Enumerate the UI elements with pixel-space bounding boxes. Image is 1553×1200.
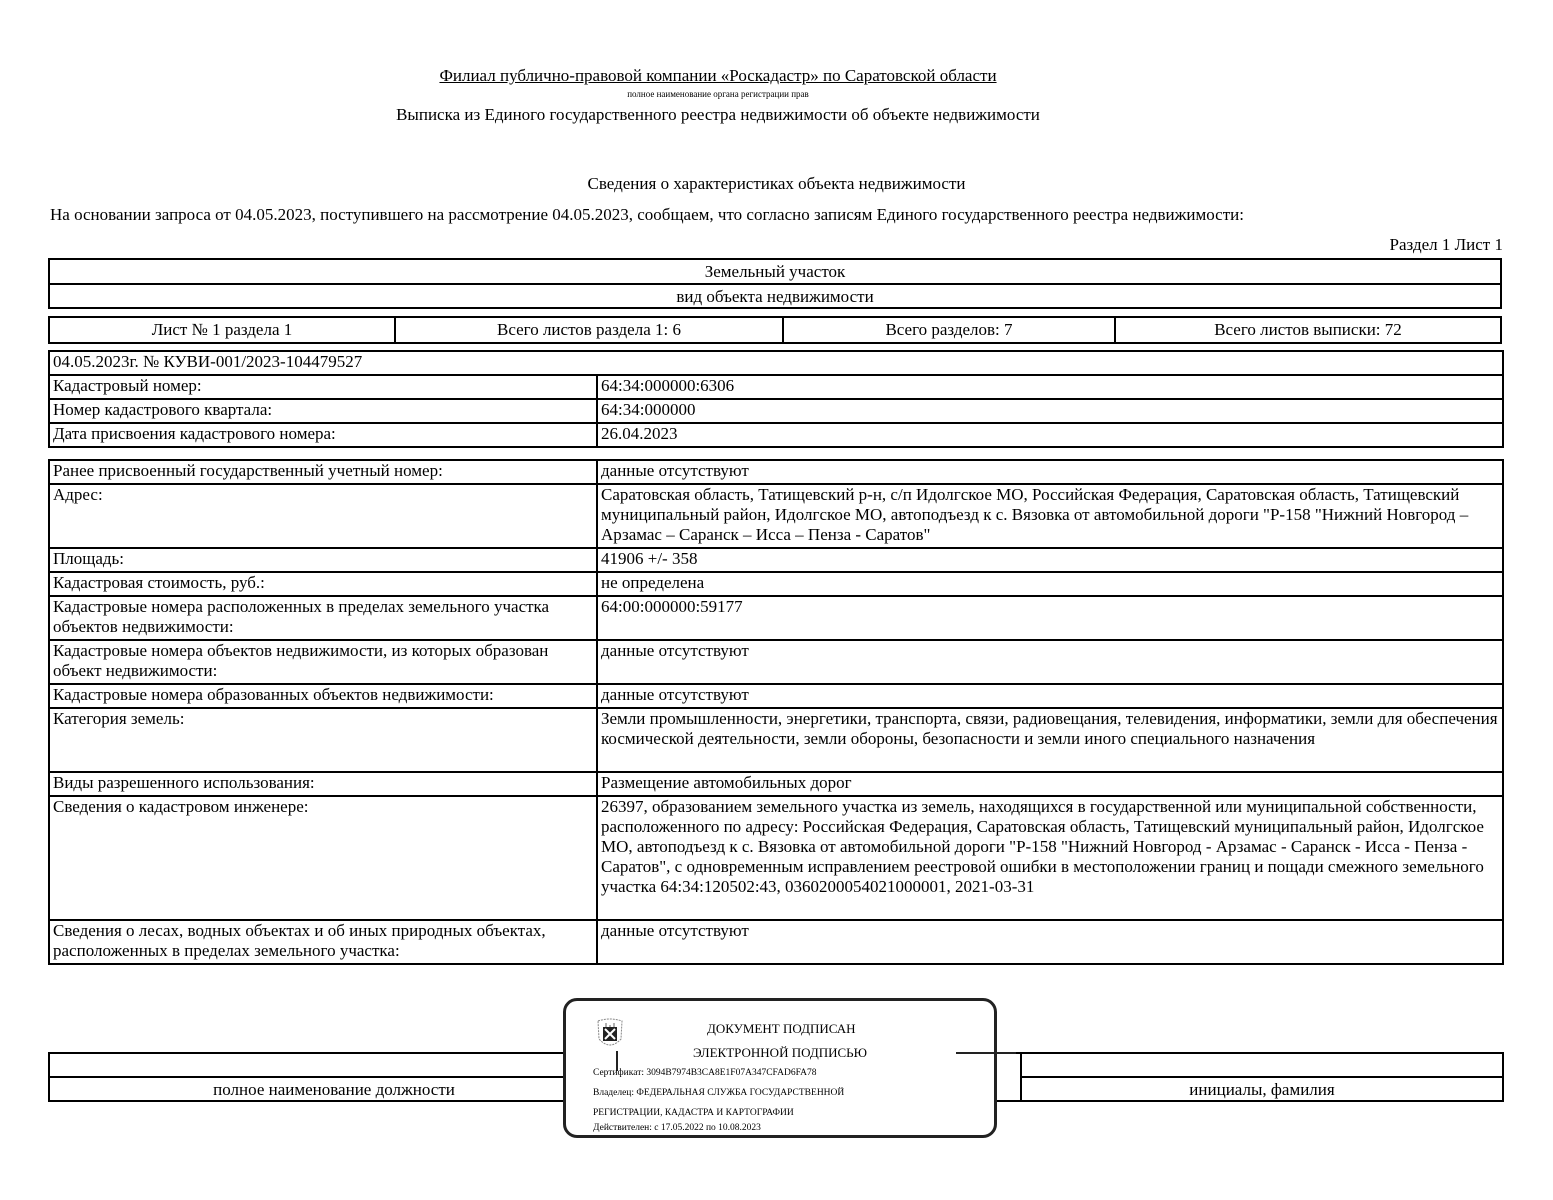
- table-row: [49, 375, 1503, 399]
- total-sheets-section: Всего листов раздела 1: 6: [394, 318, 782, 342]
- stamp-valid: Действителен: с 17.05.2022 по 10.08.2023: [593, 1123, 761, 1133]
- row-value: данные отсутствуют: [597, 460, 1503, 484]
- agency-caption: полное наименование органа регистрации прав: [627, 89, 809, 99]
- table-row: [49, 596, 1503, 640]
- row-label: Категория земель:: [49, 708, 597, 772]
- table-row: [49, 920, 1503, 964]
- table-row: [49, 708, 1503, 772]
- table-row: [49, 548, 1503, 572]
- row-value: 64:34:000000: [597, 399, 1503, 423]
- object-type-caption: вид объекта недвижимости: [50, 283, 1500, 308]
- row-label: Кадастровая стоимость, руб.:: [49, 572, 597, 596]
- table-row: [49, 423, 1503, 447]
- row-label: Ранее присвоенный государственный учетный номер:: [49, 460, 597, 484]
- row-label: Дата присвоения кадастрового номера:: [49, 423, 597, 447]
- sheet-number: Лист № 1 раздела 1: [151, 320, 293, 339]
- total-sheets: Всего листов выписки: 72: [1114, 318, 1500, 342]
- row-label: Кадастровые номера образованных объектов недвижимости:: [49, 684, 597, 708]
- row-value: Земли промышленности, энергетики, транспорта, связи, радиовещания, телевидения, информатики, земли для обеспечения космической деятельности, земли обороны, безопасности и земли иного специального назначения: [597, 708, 1503, 772]
- section-title: Сведения о характеристиках объекта недвижимости: [587, 174, 966, 193]
- row-label: Кадастровые номера расположенных в пределах земельного участка объектов недвижимости:: [49, 596, 597, 640]
- stamp-certificate: Сертификат: 3094B7974B3CA8E1F07A347CFAD6FA78: [593, 1068, 817, 1078]
- record-number: 04.05.2023г. № КУВИ-001/2023-104479527: [49, 351, 1503, 375]
- record-table: [48, 350, 1504, 448]
- row-value: 64:34:000000:6306: [597, 375, 1503, 399]
- table-row: [49, 460, 1503, 484]
- total-sections: Всего разделов: 7: [782, 318, 1114, 342]
- row-value: не определена: [597, 572, 1503, 596]
- row-label: Сведения о кадастровом инженере:: [49, 796, 597, 920]
- row-label: Адрес:: [49, 484, 597, 548]
- coat-of-arms-icon: [594, 1017, 626, 1053]
- object-type-box: [48, 258, 1502, 309]
- record-number-row: [49, 351, 1503, 375]
- details-table: [48, 459, 1504, 965]
- row-value: 64:00:000000:59177: [597, 596, 1503, 640]
- stamp-line1: ДОКУМЕНТ ПОДПИСАН: [707, 1021, 856, 1036]
- table-row: [49, 484, 1503, 548]
- stamp-line-right: [956, 1052, 1016, 1054]
- basis-text: На основании запроса от 04.05.2023, поступившего на рассмотрение 04.05.2023, сообщаем, что согласно записям Единого государственного реестра недвижимости:: [50, 205, 1244, 224]
- agency-name: Филиал публично-правовой компании «Роскадастр» по Саратовской области: [439, 66, 997, 85]
- stamp-line2: ЭЛЕКТРОННОЙ ПОДПИСЬЮ: [693, 1045, 867, 1060]
- sheet-info-row: [48, 316, 1502, 344]
- name-caption: инициалы, фамилия: [1189, 1080, 1335, 1099]
- object-type: Земельный участок: [704, 262, 846, 281]
- signature-top-left: [48, 1052, 578, 1078]
- table-row: [49, 640, 1503, 684]
- row-value: данные отсутствуют: [597, 640, 1503, 684]
- row-value: Размещение автомобильных дорог: [597, 772, 1503, 796]
- row-value: 26.04.2023: [597, 423, 1503, 447]
- table-row: [49, 796, 1503, 920]
- row-label: Площадь:: [49, 548, 597, 572]
- signature-name-top: [1020, 1052, 1504, 1078]
- table-row: [49, 572, 1503, 596]
- row-value: данные отсутствуют: [597, 920, 1503, 964]
- table-row: [49, 772, 1503, 796]
- position-caption: полное наименование должности: [213, 1080, 455, 1099]
- table-row: [49, 684, 1503, 708]
- table-row: [49, 399, 1503, 423]
- row-label: Виды разрешенного использования:: [49, 772, 597, 796]
- row-value: Саратовская область, Татищевский р-н, с/п Идолгское МО, Российская Федерация, Саратовская область, Татищевский муниципальный район, Идолгское МО, автоподъезд к с. Вязовка от автомобильной дороги "Р-158 "Нижний Новгород – Арзамас – Саранск – Исса – Пенза - Саратов": [597, 484, 1503, 548]
- stamp-owner2: РЕГИСТРАЦИИ, КАДАСТРА И КАРТОГРАФИИ: [593, 1108, 794, 1118]
- row-label: Номер кадастрового квартала:: [49, 399, 597, 423]
- e-signature-stamp: [563, 998, 997, 1138]
- row-label: Сведения о лесах, водных объектах и об иных природных объектах, расположенных в пределах земельного участка:: [49, 920, 597, 964]
- row-value: 41906 +/- 358: [597, 548, 1503, 572]
- sheet-reference: Раздел 1 Лист 1: [1389, 235, 1503, 254]
- document-title: Выписка из Единого государственного реестра недвижимости об объекте недвижимости: [396, 105, 1040, 124]
- row-value: 26397, образованием земельного участка из земель, находящихся в государственной или муниципальной собственности, расположенного по адресу: Российская Федерация, Саратовская область, Татищевский муниципальный район, Идолгское МО, автоподъезд к с. Вязовка от автомобильной дороги "Р-158 "Нижний Новгород - Арзамас - Саранск - Исса - Пенза - Саратов", с одновременным исправлением реестровой ошибки в местоположении границ и пощади смежного земельного участка 64:34:120502:43, 0360200054021000001, 2021-03-31: [597, 796, 1503, 920]
- stamp-owner: Владелец: ФЕДЕРАЛЬНАЯ СЛУЖБА ГОСУДАРСТВЕННОЙ: [593, 1088, 845, 1098]
- row-label: Кадастровый номер:: [49, 375, 597, 399]
- row-value: данные отсутствуют: [597, 684, 1503, 708]
- row-label: Кадастровые номера объектов недвижимости, из которых образован объект недвижимости:: [49, 640, 597, 684]
